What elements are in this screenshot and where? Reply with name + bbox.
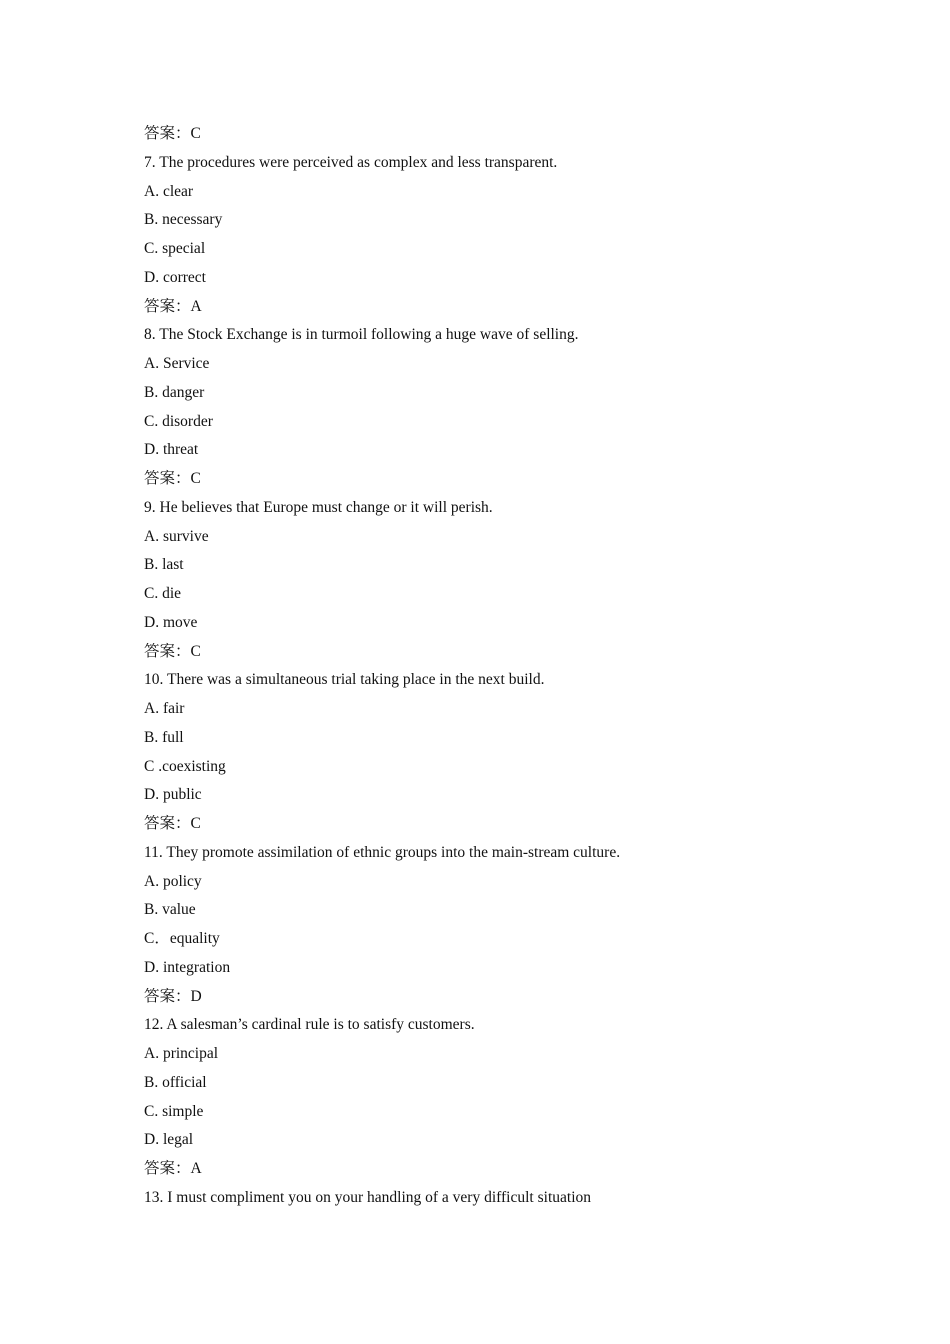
- option-line: C. disorder: [144, 412, 213, 430]
- question-8: 8. The Stock Exchange is in turmoil following a huge wave of selling.: [144, 326, 579, 344]
- answer-line: 答案：A: [144, 1160, 202, 1177]
- option-line: C. special: [144, 240, 206, 257]
- answer-line: 答案：C: [144, 815, 201, 832]
- option-line: B. full: [144, 728, 184, 746]
- document-content: [144, 120, 864, 1213]
- option-line: B. last: [144, 556, 184, 574]
- option-line: D. correct: [144, 268, 206, 286]
- question-12: 12. A salesman’s cardinal rule is to satisfy customers.: [144, 1016, 475, 1034]
- answer-line: 答案：C: [144, 125, 201, 142]
- option-line: C．equality: [144, 930, 220, 947]
- option-line: B. official: [144, 1073, 207, 1091]
- option-line: B. necessary: [144, 211, 223, 229]
- question-9: 9. He believes that Europe must change or it will perish.: [144, 498, 493, 516]
- question-11: 11. They promote assimilation of ethnic groups into the main-stream culture.: [144, 843, 621, 861]
- option-line: D. public: [144, 786, 202, 804]
- option-line: D. move: [144, 613, 198, 631]
- option-line: C. die: [144, 585, 182, 602]
- option-line: B. value: [144, 901, 196, 919]
- option-line: A. principal: [144, 1045, 219, 1062]
- question-10: 10. There was a simultaneous trial taking place in the next build.: [144, 671, 545, 689]
- option-line: C. simple: [144, 1102, 204, 1120]
- option-line: A. Service: [144, 355, 210, 372]
- option-line: A. survive: [144, 527, 209, 545]
- answer-line: 答案：D: [144, 987, 202, 1005]
- question-13: 13. I must compliment you on your handling of a very difficult situation: [144, 1188, 591, 1206]
- option-line: C .coexisting: [144, 757, 226, 775]
- answer-line: 答案：C: [144, 642, 201, 660]
- question-7: 7. The procedures were perceived as complex and less transparent.: [144, 153, 558, 171]
- option-line: D. integration: [144, 958, 231, 976]
- option-line: D. threat: [144, 441, 199, 459]
- option-line: A. policy: [144, 872, 202, 890]
- option-line: D. legal: [144, 1131, 194, 1149]
- option-line: B. danger: [144, 383, 205, 401]
- option-line: A. clear: [144, 182, 194, 200]
- option-line: A. fair: [144, 700, 185, 717]
- answer-line: 答案：A: [144, 297, 202, 315]
- answer-line: 答案：C: [144, 470, 201, 487]
